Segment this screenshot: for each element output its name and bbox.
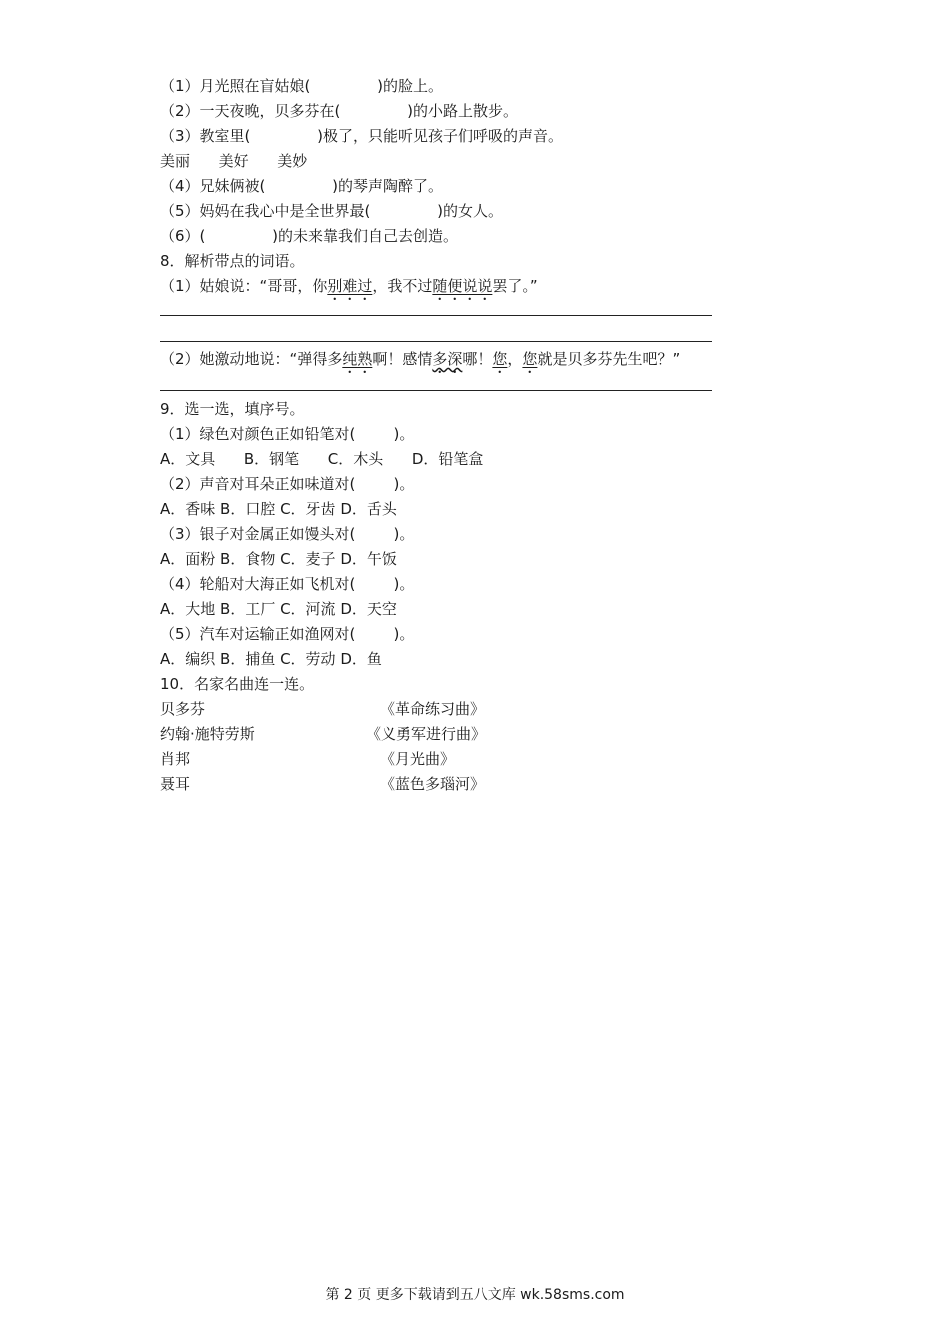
q8-s2-dotted-word-4: 您 [522, 350, 538, 368]
q9-question-2: （2）声音对耳朵正如味道对( )。 [160, 475, 415, 493]
q8-title: 8．解析带点的词语。 [160, 252, 305, 270]
q9-title: 9．选一选，填序号。 [160, 400, 305, 418]
fill-item-3: （3）教室里( )极了，只能听见孩子们呼吸的声音。 [160, 127, 564, 145]
page-footer: 第 2 页 更多下载请到五八文库 wk.58sms.com [325, 1287, 625, 1303]
q9-question-1: （1）绿色对颜色正如铅笔对( )。 [160, 425, 415, 443]
q9-options-5: A．编织 B．捕鱼 C．劳动 D．鱼 [160, 650, 382, 668]
work-2[interactable]: 《义勇军进行曲》 [366, 725, 487, 743]
q8-s2-text-end: 就是贝多芬先生吧？” [537, 350, 681, 368]
answer-line[interactable] [160, 315, 712, 316]
q8-s1-text-mid: ，我不过 [372, 277, 433, 295]
composer-3[interactable]: 肖邦 [160, 750, 191, 768]
q9-question-3: （3）银子对金属正如馒头对( )。 [160, 525, 415, 543]
work-4[interactable]: 《蓝色多瑙河》 [380, 775, 486, 793]
fill-item-5: （5）妈妈在我心中是全世界最( )的女人。 [160, 202, 504, 220]
q8-s2-text-mid-2: 哪！ [462, 350, 493, 368]
composer-1[interactable]: 贝多芬 [160, 700, 206, 718]
q8-s2-dotted-word-3: 您 [492, 350, 508, 368]
word-bank: 美丽 美好 美妙 [160, 152, 308, 170]
q8-s2-dotted-word-1: 纯熟 [342, 350, 373, 368]
work-3[interactable]: 《月光曲》 [380, 750, 456, 768]
fill-item-6: （6）( )的未来靠我们自己去创造。 [160, 227, 459, 245]
q8-s2-dotted-word-2: 多深 [432, 350, 463, 368]
answer-line[interactable] [160, 390, 712, 391]
q8-s2-text-mid-3: ， [507, 350, 523, 368]
composer-2[interactable]: 约翰·施特劳斯 [160, 725, 255, 743]
fill-item-4: （4）兄妹俩被( )的琴声陶醉了。 [160, 177, 444, 195]
q8-s1-dotted-word-2: 随便说说 [432, 277, 493, 295]
fill-item-2: （2）一天夜晚，贝多芬在( )的小路上散步。 [160, 102, 519, 120]
q9-question-5: （5）汽车对运输正如渔网对( )。 [160, 625, 415, 643]
composer-4[interactable]: 聂耳 [160, 775, 191, 793]
q9-options-1: A．文具 B．钢笔 C．木头 D．铅笔盒 [160, 450, 484, 468]
q8-sentence-1 [160, 276, 538, 304]
q9-options-2: A．香味 B．口腔 C．牙齿 D．舌头 [160, 500, 397, 518]
q9-options-3: A．面粉 B．食物 C．麦子 D．午饭 [160, 550, 397, 568]
q9-options-4: A．大地 B．工厂 C．河流 D．天空 [160, 600, 397, 618]
q8-s2-text-mid-1: 啊！感情 [372, 350, 433, 368]
work-1[interactable]: 《革命练习曲》 [380, 700, 486, 718]
q8-s1-dotted-word-1: 别难过 [327, 277, 373, 295]
q8-sentence-2 [160, 349, 680, 377]
q8-s2-text: （2）她激动地说：“弹得多 [160, 350, 343, 368]
q10-title: 10．名家名曲连一连。 [160, 675, 315, 693]
fill-item-1: （1）月光照在盲姑娘( )的脸上。 [160, 77, 444, 95]
q8-s1-text: （1）姑娘说：“哥哥，你 [160, 277, 328, 295]
q9-question-4: （4）轮船对大海正如飞机对( )。 [160, 575, 415, 593]
answer-line[interactable] [160, 341, 712, 342]
q8-s1-text-end: 罢了。” [492, 277, 538, 295]
